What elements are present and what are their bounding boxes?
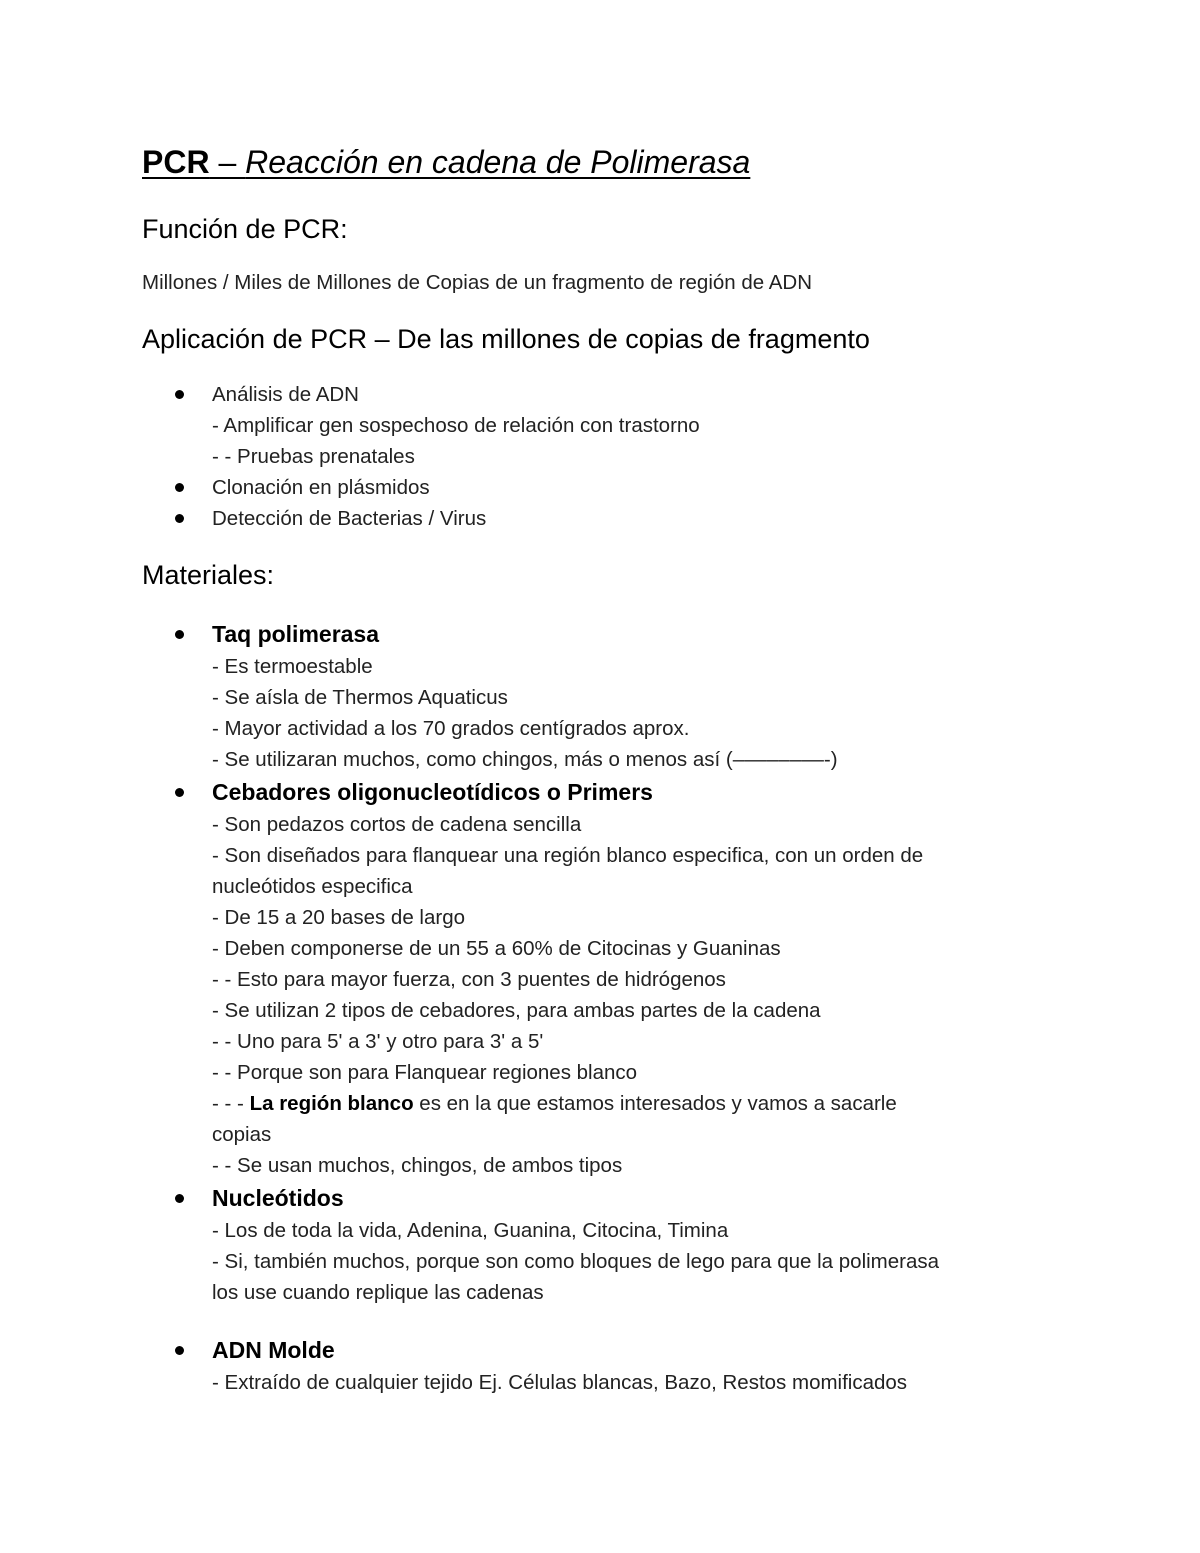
list-subline: - De 15 a 20 bases de largo [212,906,465,929]
list-subline: - Se utilizaran muchos, como chingos, más o menos así (––––––––-) [212,748,838,771]
aplicacion-list [142,379,1062,534]
list-item [142,617,1062,775]
list-item-label: Nucleótidos [212,1185,344,1211]
materiales-list [142,617,1062,1398]
list-subline: - Extraído de cualquier tejido Ej. Células blancas, Bazo, Restos momificados [212,1371,908,1394]
list-item [142,379,1062,472]
bold-line-prefix: - - - [212,1092,250,1115]
list-subline: nucleótidos especifica [212,875,413,898]
list-subline: - Son diseñados para flanquear una región blanco especifica, con un orden de [212,844,924,867]
bullet-icon [175,514,184,523]
list-item [142,472,1062,503]
list-subline: - - Uno para 5' a 3' y otro para 3' a 5' [212,1030,544,1053]
list-subline: - Si, también muchos, porque son como bloques de lego para que la polimerasa [212,1250,940,1273]
list-item-label: ADN Molde [212,1337,335,1363]
bullet-icon [175,1194,184,1203]
aplicacion-heading: Aplicación de PCR – De las millones de copias de fragmento [142,324,870,354]
bullet-icon [175,1346,184,1355]
list-item-label: Detección de Bacterias / Virus [212,507,487,530]
list-subline: - Los de toda la vida, Adenina, Guanina, Citocina, Timina [212,1219,729,1242]
list-item-label: Taq polimerasa [212,621,380,647]
list-subline: - Son pedazos cortos de cadena sencilla [212,813,582,836]
list-subline: - Deben componerse de un 55 a 60% de Citocinas y Guaninas [212,937,781,960]
list-subline: - - Pruebas prenatales [212,445,415,468]
spacer [212,1308,1062,1333]
list-subline-bold [212,1088,1062,1119]
list-item-label: Análisis de ADN [212,383,359,406]
bold-line-rest: es en la que estamos interesados y vamos a sacarle [413,1092,897,1115]
list-subline: - Se utilizan 2 tipos de cebadores, para ambas partes de la cadena [212,999,821,1022]
list-subline: - Es termoestable [212,655,373,678]
list-subline: - Se aísla de Thermos Aquaticus [212,686,508,709]
list-subline: copias [212,1123,272,1146]
list-subline: - Amplificar gen sospechoso de relación con trastorno [212,414,700,437]
bullet-icon [175,390,184,399]
title-full: Reacción en cadena de Polimerasa [245,144,751,180]
list-item [142,503,1062,534]
bullet-icon [175,630,184,639]
list-item [142,775,1062,1181]
list-item-label: Clonación en plásmidos [212,476,430,499]
list-item-label: Cebadores oligonucleotídicos o Primers [212,779,653,805]
funcion-text: Millones / Miles de Millones de Copias de un fragmento de región de ADN [142,271,813,294]
title-abbr: PCR [142,144,210,180]
materiales-heading: Materiales: [142,560,275,590]
bold-line-emphasis: La región blanco [249,1092,414,1115]
list-subline: los use cuando replique las cadenas [212,1281,544,1304]
funcion-heading: Función de PCR: [142,214,348,244]
list-subline: - - Esto para mayor fuerza, con 3 puentes de hidrógenos [212,968,726,991]
list-subline: - Mayor actividad a los 70 grados centígrados aprox. [212,717,690,740]
list-item [142,1181,1062,1333]
list-item [142,1333,1062,1398]
list-subline: - - Se usan muchos, chingos, de ambos tipos [212,1154,623,1177]
list-subline: - - Porque son para Flanquear regiones blanco [212,1061,638,1084]
title-dash: – [209,144,246,180]
bullet-icon [175,483,184,492]
document-title [142,140,750,184]
bullet-icon [175,788,184,797]
